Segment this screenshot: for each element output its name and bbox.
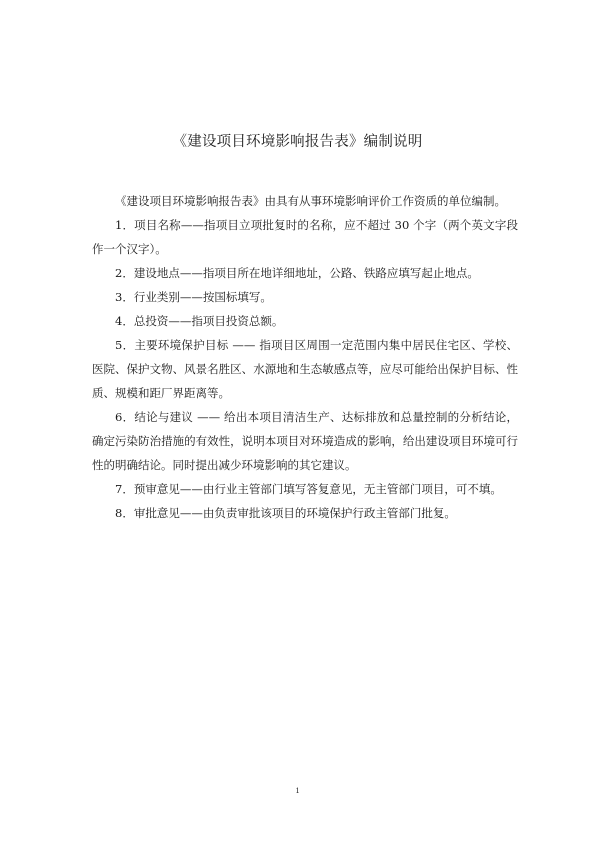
intro-paragraph: 《建设项目环境影响报告表》由具有从事环境影响评价工作资质的单位编制。 xyxy=(115,194,506,208)
item-industry-category: 3．行业类别——按国标填写。 xyxy=(115,290,272,304)
page-number: 1 xyxy=(295,786,300,795)
item-construction-site: 2．建设地点——指项目所在地详细地址，公路、铁路应填写起止地点。 xyxy=(115,266,479,280)
item-project-name: 1．项目名称——指项目立项批复时的名称，应不超过 30 个字（两个英文字段作一个汉字）。 xyxy=(92,218,518,256)
item-approval: 8．审批意见——由负责审批该项目的环境保护行政主管部门批复。 xyxy=(115,506,456,520)
document-title: 《建设项目环境影响报告表》编制说明 xyxy=(172,134,423,150)
item-protection-targets: 5．主要环境保护目标 —— 指项目区周围一定范围内集中居民住宅区、学校、医院、保护文物、风景名胜区、水源地和生态敏感点等，应尽可能给出保护目标、性质、规模和距厂界距离等。 xyxy=(92,338,518,400)
item-conclusions: 6．结论与建议 —— 给出本项目清洁生产、达标排放和总量控制的分析结论，确定污染防治措施的有效性，说明本项目对环境造成的影响，给出建设项目环境可行性的明确结论。同时提出减少环境影响的其它建议。 xyxy=(92,410,518,472)
item-pre-review: 7．预审意见——由行业主管部门填写答复意见，无主管部门项目，可不填。 xyxy=(115,482,502,496)
document-body xyxy=(92,189,518,525)
item-total-investment: 4．总投资——指项目投资总额。 xyxy=(115,314,284,328)
